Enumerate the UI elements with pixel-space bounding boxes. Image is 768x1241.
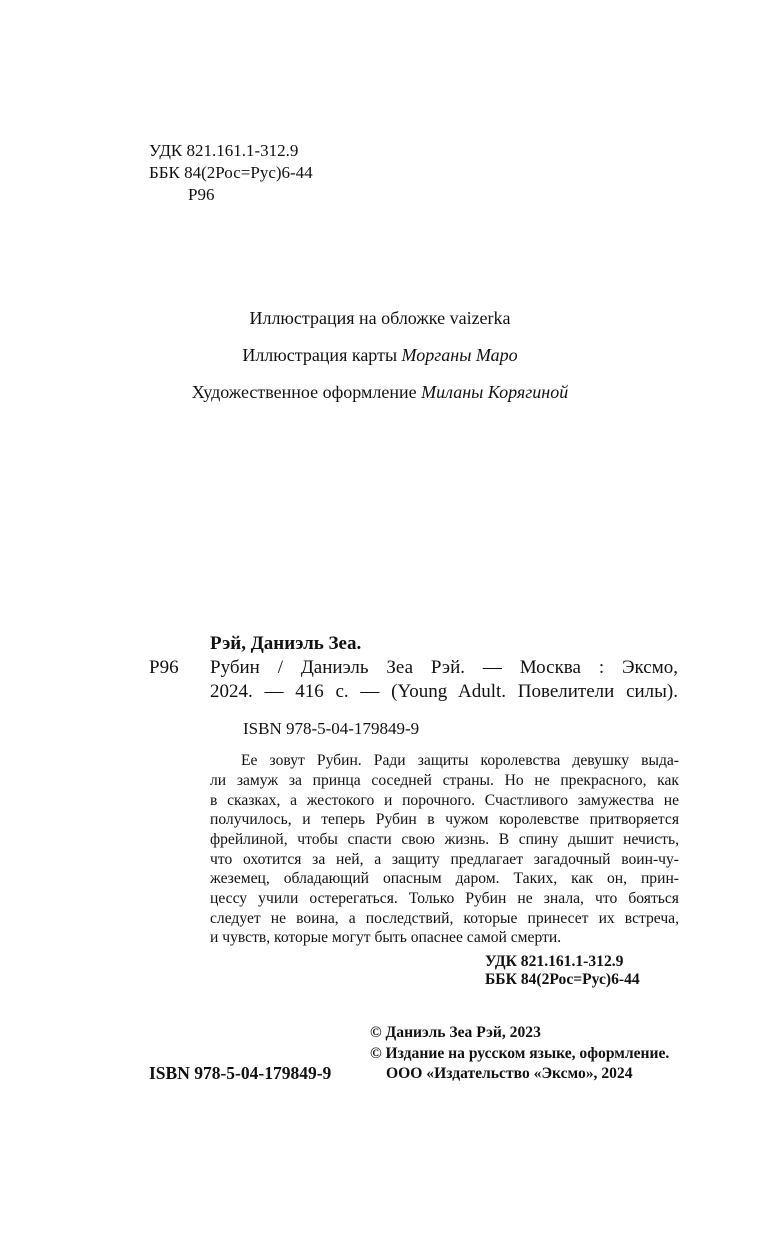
- design-credit-artist: Миланы Корягиной: [421, 382, 569, 402]
- copyright-author: © Даниэль Зеа Рэй, 2023: [370, 1024, 541, 1041]
- copyright-edition: © Издание на русском языке, оформление.: [370, 1045, 670, 1062]
- map-illustration-credit: [0, 343, 764, 367]
- annotation-line: фрейлиной, чтобы спасти свою жизнь. В спину дышит нечисть,: [210, 831, 679, 848]
- cover-illustration-credit: Иллюстрация на обложке vaizerka: [249, 308, 511, 328]
- copyright-publisher: ООО «Издательство «Эксмо», 2024: [386, 1065, 633, 1082]
- annotation-line: в сказках, а жестокого и порочного. Счастливого замужества не: [210, 792, 679, 809]
- design-credit: [0, 380, 764, 404]
- annotation-line: Ее зовут Рубин. Ради защиты королевства девушку выда-: [241, 752, 679, 769]
- design-credit-label: Художественное оформление: [191, 382, 417, 402]
- catalog-title-line-2: 2024. — 416 с. — (Young Adult. Повелители силы).: [210, 681, 678, 702]
- annotation-line: получилось, и теперь Рубин в чужом королевстве притворяется: [210, 811, 679, 828]
- map-credit-label: Иллюстрация карты: [242, 345, 398, 365]
- catalog-isbn: ISBN 978-5-04-179849-9: [243, 719, 420, 738]
- annotation-line: следует не воина, а последствий, которые принесет их встреча,: [210, 910, 679, 927]
- top-udk: УДК 821.161.1-312.9: [149, 141, 299, 160]
- annotation-line: что охотится за ней, а защиту предлагает загадочный воин-чу-: [210, 851, 679, 868]
- footer-isbn: ISBN 978-5-04-179849-9: [149, 1063, 332, 1083]
- annotation-line: жеземец, обладающий опасным даром. Таких, как он, прин-: [210, 870, 679, 887]
- annotation-line: и чувств, которые могут быть опаснее самой смерти.: [210, 929, 562, 946]
- annotation-line: цессу учили остерегаться. Только Рубин не знала, что бояться: [210, 890, 679, 907]
- top-author-sign: Р96: [188, 185, 215, 204]
- catalog-title-line-1: Рубин / Даниэль Зеа Рэй. — Москва : Эксмо,: [210, 657, 678, 678]
- top-bbk: ББК 84(2Рос=Рус)6-44: [149, 163, 313, 182]
- catalog-author-sign: Р96: [149, 657, 179, 678]
- annotation-line: ли замуж за принца соседней страны. Но не прекрасного, как: [210, 772, 679, 789]
- catalog-author-heading: Рэй, Даниэль Зеа.: [210, 633, 362, 654]
- map-credit-artist: Морганы Маро: [401, 345, 518, 365]
- catalog-bbk: ББК 84(2Рос=Рус)6-44: [485, 971, 640, 988]
- catalog-udk: УДК 821.161.1-312.9: [485, 953, 624, 970]
